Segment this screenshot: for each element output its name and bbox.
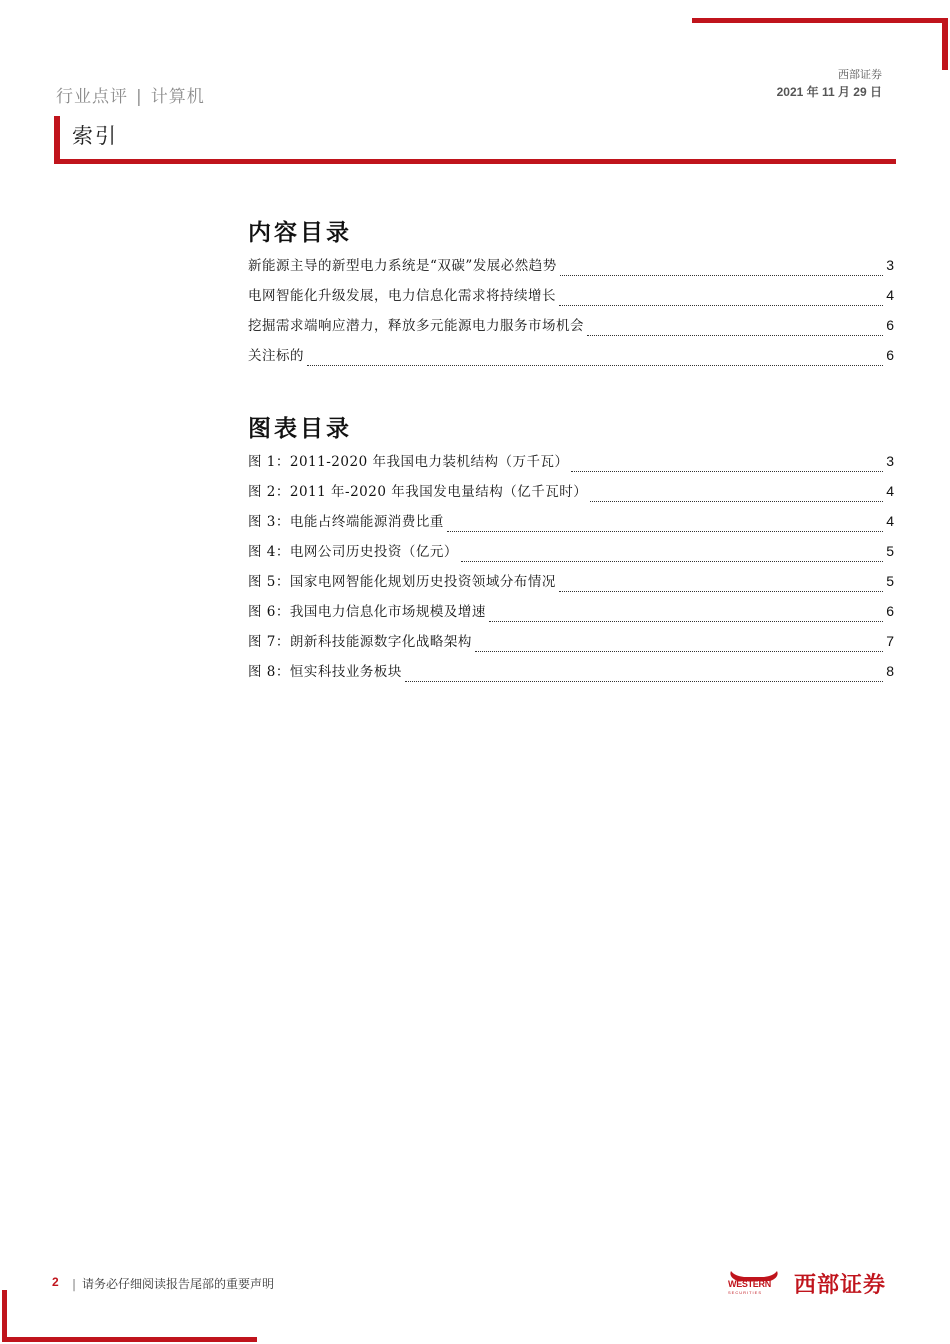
toc-leader-dots bbox=[559, 590, 883, 592]
toc-leader-dots bbox=[475, 650, 883, 652]
toc-entry-page: 6 bbox=[886, 347, 894, 363]
toc-entry[interactable] bbox=[248, 314, 894, 344]
toc-entry-title: 新能源主导的新型电力系统是“双碳”发展必然趋势 bbox=[248, 258, 557, 274]
toc-leader-dots bbox=[461, 560, 883, 562]
content-toc-heading: 内容目录 bbox=[248, 219, 352, 246]
figure-toc-page: 3 bbox=[886, 453, 894, 469]
figure-toc-entry[interactable] bbox=[248, 630, 894, 660]
footer-notice-line bbox=[66, 1275, 274, 1292]
corner-accent-top bbox=[692, 18, 948, 23]
toc-leader-dots bbox=[405, 680, 883, 682]
figure-toc-title: 图 2：2011 年-2020 年我国发电量结构（亿千瓦时） bbox=[248, 484, 588, 500]
figure-toc-title: 图 5：国家电网智能化规划历史投资领域分布情况 bbox=[248, 574, 556, 590]
report-date: 2021 年 11 月 29 日 bbox=[776, 85, 882, 99]
report-category-header bbox=[56, 82, 205, 107]
figure-toc-page: 5 bbox=[886, 573, 894, 589]
logo-chinese-name: 西部证券 bbox=[794, 1273, 887, 1298]
toc-entry[interactable] bbox=[248, 344, 894, 374]
toc-entry-page: 6 bbox=[886, 317, 894, 333]
header-separator: | bbox=[136, 87, 143, 107]
toc-entry-page: 3 bbox=[886, 257, 894, 273]
toc-entry[interactable] bbox=[248, 284, 894, 314]
figure-toc-page: 6 bbox=[886, 603, 894, 619]
section-marker bbox=[54, 116, 60, 164]
toc-entry-title: 关注标的 bbox=[248, 348, 304, 364]
figure-toc-entry[interactable] bbox=[248, 570, 894, 600]
figure-toc-title: 图 4：电网公司历史投资（亿元） bbox=[248, 544, 458, 560]
figure-toc-title: 图 8：恒实科技业务板块 bbox=[248, 664, 402, 680]
report-sector: 计算机 bbox=[150, 87, 205, 107]
toc-entry[interactable] bbox=[248, 254, 894, 284]
firm-name: 西部证券 bbox=[838, 68, 882, 81]
toc-leader-dots bbox=[447, 530, 883, 532]
toc-leader-dots bbox=[560, 274, 883, 276]
corner-accent-right bbox=[942, 18, 948, 70]
toc-entry-title: 挖掘需求端响应潜力，释放多元能源电力服务市场机会 bbox=[248, 318, 584, 334]
company-logo bbox=[726, 1266, 898, 1300]
toc-leader-dots bbox=[307, 364, 883, 366]
corner-accent-left bbox=[2, 1290, 7, 1342]
toc-entry-title: 电网智能化升级发展，电力信息化需求将持续增长 bbox=[248, 288, 556, 304]
figure-toc-page: 4 bbox=[886, 513, 894, 529]
section-divider bbox=[54, 159, 896, 164]
figure-toc-entry[interactable] bbox=[248, 540, 894, 570]
toc-leader-dots bbox=[587, 334, 883, 336]
figure-toc-title: 图 6：我国电力信息化市场规模及增速 bbox=[248, 604, 486, 620]
toc-leader-dots bbox=[590, 500, 883, 502]
content-toc bbox=[248, 214, 894, 374]
figure-toc-entry[interactable] bbox=[248, 480, 894, 510]
figure-toc-page: 4 bbox=[886, 483, 894, 499]
corner-accent-bottom bbox=[2, 1337, 257, 1342]
figure-toc-page: 5 bbox=[886, 543, 894, 559]
figure-toc-entry[interactable] bbox=[248, 510, 894, 540]
section-title: 索引 bbox=[72, 124, 118, 148]
toc-leader-dots bbox=[559, 304, 883, 306]
figure-toc-title: 图 7：朗新科技能源数字化战略架构 bbox=[248, 634, 472, 650]
logo-wordmark: WESTERN bbox=[728, 1279, 771, 1289]
figure-toc-entry[interactable] bbox=[248, 600, 894, 630]
figure-toc-entry[interactable] bbox=[248, 660, 894, 690]
toc-leader-dots bbox=[489, 620, 883, 622]
footer-page-number: 2 bbox=[52, 1275, 59, 1289]
figure-toc-title: 图 3：电能占终端能源消费比重 bbox=[248, 514, 444, 530]
figure-toc bbox=[248, 410, 894, 690]
logo-subtitle: SECURITIES bbox=[728, 1290, 763, 1295]
figure-toc-entry[interactable] bbox=[248, 450, 894, 480]
figure-toc-page: 8 bbox=[886, 663, 894, 679]
footer-separator: | bbox=[72, 1277, 77, 1291]
figure-toc-heading: 图表目录 bbox=[248, 415, 352, 442]
figure-toc-title: 图 1：2011-2020 年我国电力装机结构（万千瓦） bbox=[248, 454, 569, 470]
toc-leader-dots bbox=[571, 470, 883, 472]
figure-toc-page: 7 bbox=[886, 633, 894, 649]
footer-disclaimer: 请务必仔细阅读报告尾部的重要声明 bbox=[82, 1277, 275, 1291]
toc-entry-page: 4 bbox=[886, 287, 894, 303]
report-category: 行业点评 bbox=[56, 87, 128, 107]
